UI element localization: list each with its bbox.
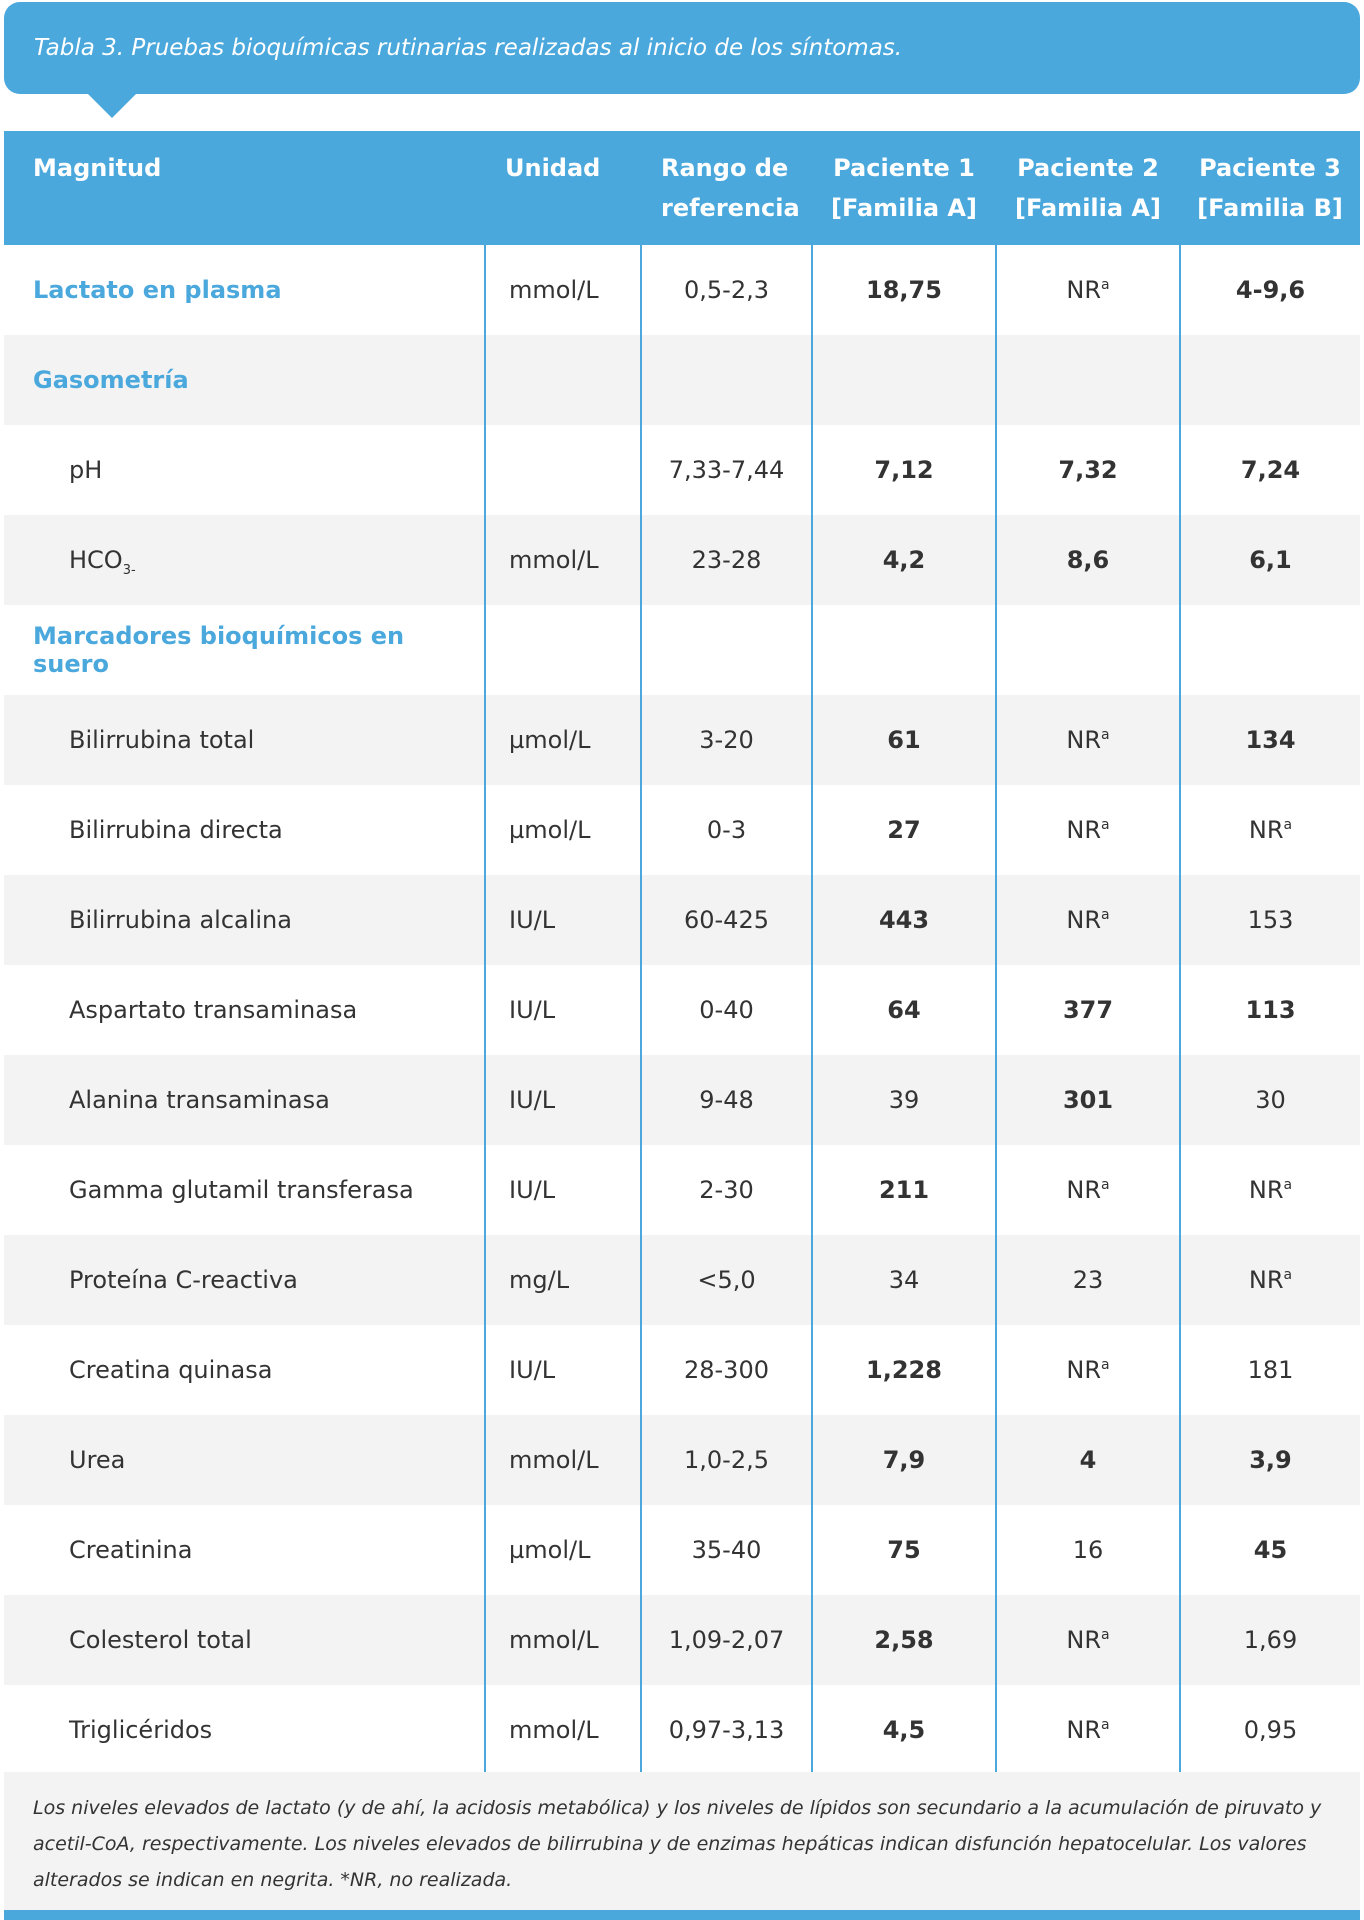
cell-unidad: mmol/L <box>485 1415 641 1505</box>
cell-unidad: mmol/L <box>485 245 641 335</box>
cell-paciente-3: 45 <box>1180 1505 1360 1595</box>
cell-rango: 9-48 <box>641 1055 812 1145</box>
cell-unidad: IU/L <box>485 965 641 1055</box>
table-row <box>4 785 1360 875</box>
cell-paciente-2: $NR^a$ <box>996 1595 1180 1685</box>
header-paciente-2: Paciente 2 [Familia A] <box>996 131 1180 245</box>
cell-unidad: IU/L <box>485 1145 641 1235</box>
cell-unidad: µmol/L <box>485 1505 641 1595</box>
table-row <box>4 965 1360 1055</box>
table-caption-box <box>4 2 1360 120</box>
cell-paciente-2: 377 <box>996 965 1180 1055</box>
cell-paciente-3: 153 <box>1180 875 1360 965</box>
cell-unidad <box>485 425 641 515</box>
table-row <box>4 1595 1360 1685</box>
cell-paciente-1: 64 <box>812 965 996 1055</box>
table-row <box>4 245 1360 335</box>
cell-unidad <box>485 335 641 425</box>
cell-paciente-1: 7,12 <box>812 425 996 515</box>
cell-paciente-3: 134 <box>1180 695 1360 785</box>
cell-magnitud: $HCO_{3-}$ <box>69 546 136 578</box>
cell-magnitud: Bilirrubina total <box>69 726 255 754</box>
cell-paciente-3: 7,24 <box>1180 425 1360 515</box>
cell-paciente-3: 30 <box>1180 1055 1360 1145</box>
cell-paciente-2 <box>996 335 1180 425</box>
cell-rango: 7,33-7,44 <box>641 425 812 515</box>
table-caption <box>4 2 1360 94</box>
footnote-line: Los niveles elevados de lactato (y de ahí, la acidosis metabólica) y los niveles de lípidos son secundario a la acumulación de piruvato y <box>33 1797 1322 1819</box>
cell-rango: 0-40 <box>641 965 812 1055</box>
cell-paciente-1: 7,9 <box>812 1415 996 1505</box>
cell-rango: 0-3 <box>641 785 812 875</box>
cell-paciente-2: 4 <box>996 1415 1180 1505</box>
header-unidad: Unidad <box>485 131 641 245</box>
footnote-line: acetil-CoA, respectivamente. Los niveles elevados de bilirrubina y de enzimas hepáticas indican disfunción hepatocelular. Los valores <box>33 1833 1307 1855</box>
cell-magnitud: Gamma glutamil transferasa <box>69 1176 414 1204</box>
cell-paciente-3: $NR^a$ <box>1180 1145 1360 1235</box>
cell-unidad: IU/L <box>485 875 641 965</box>
cell-paciente-1: 34 <box>812 1235 996 1325</box>
cell-magnitud: Bilirrubina alcalina <box>69 906 292 934</box>
cell-paciente-3 <box>1180 605 1360 695</box>
cell-magnitud: Aspartato transaminasa <box>69 996 358 1024</box>
cell-paciente-2: $NR^a$ <box>996 245 1180 335</box>
cell-unidad: mmol/L <box>485 1595 641 1685</box>
table-row <box>4 1235 1360 1325</box>
cell-magnitud: Alanina transaminasa <box>69 1086 330 1114</box>
cell-paciente-1: 211 <box>812 1145 996 1235</box>
cell-rango <box>641 605 812 695</box>
cell-paciente-3: 0,95 <box>1180 1685 1360 1775</box>
cell-paciente-1: 18,75 <box>812 245 996 335</box>
cell-paciente-3: 4-9,6 <box>1180 245 1360 335</box>
cell-paciente-1 <box>812 335 996 425</box>
cell-unidad: µmol/L <box>485 695 641 785</box>
cell-paciente-1: 61 <box>812 695 996 785</box>
cell-paciente-1: 39 <box>812 1055 996 1145</box>
cell-unidad: µmol/L <box>485 785 641 875</box>
table-row <box>4 695 1360 785</box>
cell-paciente-2: 8,6 <box>996 515 1180 605</box>
cell-paciente-2: $NR^a$ <box>996 875 1180 965</box>
cell-magnitud: Creatinina <box>69 1536 193 1564</box>
cell-magnitud: Triglicéridos <box>4 1685 485 1775</box>
cell-paciente-1: 27 <box>812 785 996 875</box>
cell-paciente-1: 2,58 <box>812 1595 996 1685</box>
cell-unidad: IU/L <box>485 1055 641 1145</box>
table-row <box>4 875 1360 965</box>
cell-magnitud: Bilirrubina directa <box>69 816 283 844</box>
biochemistry-table <box>4 131 1360 1776</box>
cell-rango: 60-425 <box>641 875 812 965</box>
cell-paciente-3: $NR^a$ <box>1180 1235 1360 1325</box>
cell-rango: 35-40 <box>641 1505 812 1595</box>
footnote-line: alterados se indican en negrita. *NR, no realizada. <box>33 1869 513 1891</box>
cell-paciente-2: $NR^a$ <box>996 1145 1180 1235</box>
section-label: Gasometría <box>33 366 189 394</box>
header-paciente-3: Paciente 3 [Familia B] <box>1180 131 1360 245</box>
table-footnote <box>4 1772 1360 1910</box>
cell-rango: 3-20 <box>641 695 812 785</box>
cell-rango: <5,0 <box>641 1235 812 1325</box>
cell-paciente-2: 16 <box>996 1505 1180 1595</box>
cell-paciente-2: 7,32 <box>996 425 1180 515</box>
cell-paciente-2: $NR^a$ <box>996 785 1180 875</box>
cell-paciente-3: 1,69 <box>1180 1595 1360 1685</box>
cell-unidad: IU/L <box>485 1325 641 1415</box>
caption-pointer <box>88 94 136 118</box>
cell-paciente-2: $NR^a$ <box>996 695 1180 785</box>
cell-rango: 2-30 <box>641 1145 812 1235</box>
table-row <box>4 1055 1360 1145</box>
table-row <box>4 1685 1360 1775</box>
cell-paciente-3: 3,9 <box>1180 1415 1360 1505</box>
table-row <box>4 1325 1360 1415</box>
cell-unidad <box>485 605 641 695</box>
cell-rango <box>641 335 812 425</box>
cell-paciente-2 <box>996 605 1180 695</box>
cell-paciente-2: $NR^a$ <box>996 1685 1180 1775</box>
table-row <box>4 1505 1360 1595</box>
table-header-row <box>4 131 1360 245</box>
header-paciente-1: Paciente 1 [Familia A] <box>812 131 996 245</box>
cell-rango: 0,5-2,3 <box>641 245 812 335</box>
bottom-accent-bar <box>4 1910 1360 1920</box>
cell-paciente-1: 443 <box>812 875 996 965</box>
cell-paciente-1: 4,2 <box>812 515 996 605</box>
cell-magnitud: Creatina quinasa <box>69 1356 273 1384</box>
cell-magnitud: Proteína C-reactiva <box>69 1266 298 1294</box>
cell-paciente-3: 181 <box>1180 1325 1360 1415</box>
cell-paciente-3: $NR^a$ <box>1180 785 1360 875</box>
cell-paciente-1 <box>812 605 996 695</box>
cell-rango: 28-300 <box>641 1325 812 1415</box>
cell-paciente-3 <box>1180 335 1360 425</box>
table-row <box>4 425 1360 515</box>
cell-rango: 0,97-3,13 <box>641 1685 812 1775</box>
caption-text: Tabla 3. Pruebas bioquímicas rutinarias realizadas al inicio de los síntomas. <box>34 35 903 61</box>
table-row <box>4 1415 1360 1505</box>
cell-magnitud: Colesterol total <box>69 1626 252 1654</box>
cell-paciente-1: 75 <box>812 1505 996 1595</box>
section-label: Marcadores bioquímicos en suero <box>33 622 405 678</box>
cell-unidad: mmol/L <box>485 515 641 605</box>
header-rango: Rango de referencia <box>641 131 812 245</box>
cell-magnitud: Urea <box>69 1446 126 1474</box>
cell-unidad: mmol/L <box>485 1685 641 1775</box>
cell-rango: 1,0-2,5 <box>641 1415 812 1505</box>
cell-paciente-2: 23 <box>996 1235 1180 1325</box>
header-magnitud: Magnitud <box>4 131 485 245</box>
cell-magnitud: pH <box>69 456 103 484</box>
table-row <box>4 1145 1360 1235</box>
cell-paciente-1: 1,228 <box>812 1325 996 1415</box>
cell-paciente-2: 301 <box>996 1055 1180 1145</box>
cell-paciente-3: 6,1 <box>1180 515 1360 605</box>
cell-paciente-3: 113 <box>1180 965 1360 1055</box>
cell-rango: 23-28 <box>641 515 812 605</box>
table-row-section <box>4 335 1360 425</box>
cell-unidad: mg/L <box>485 1235 641 1325</box>
table-row <box>4 515 1360 605</box>
cell-paciente-1: 4,5 <box>812 1685 996 1775</box>
table-row-section <box>4 605 1360 695</box>
cell-magnitud: Lactato en plasma <box>33 276 282 304</box>
cell-rango: 1,09-2,07 <box>641 1595 812 1685</box>
cell-paciente-2: $NR^a$ <box>996 1325 1180 1415</box>
